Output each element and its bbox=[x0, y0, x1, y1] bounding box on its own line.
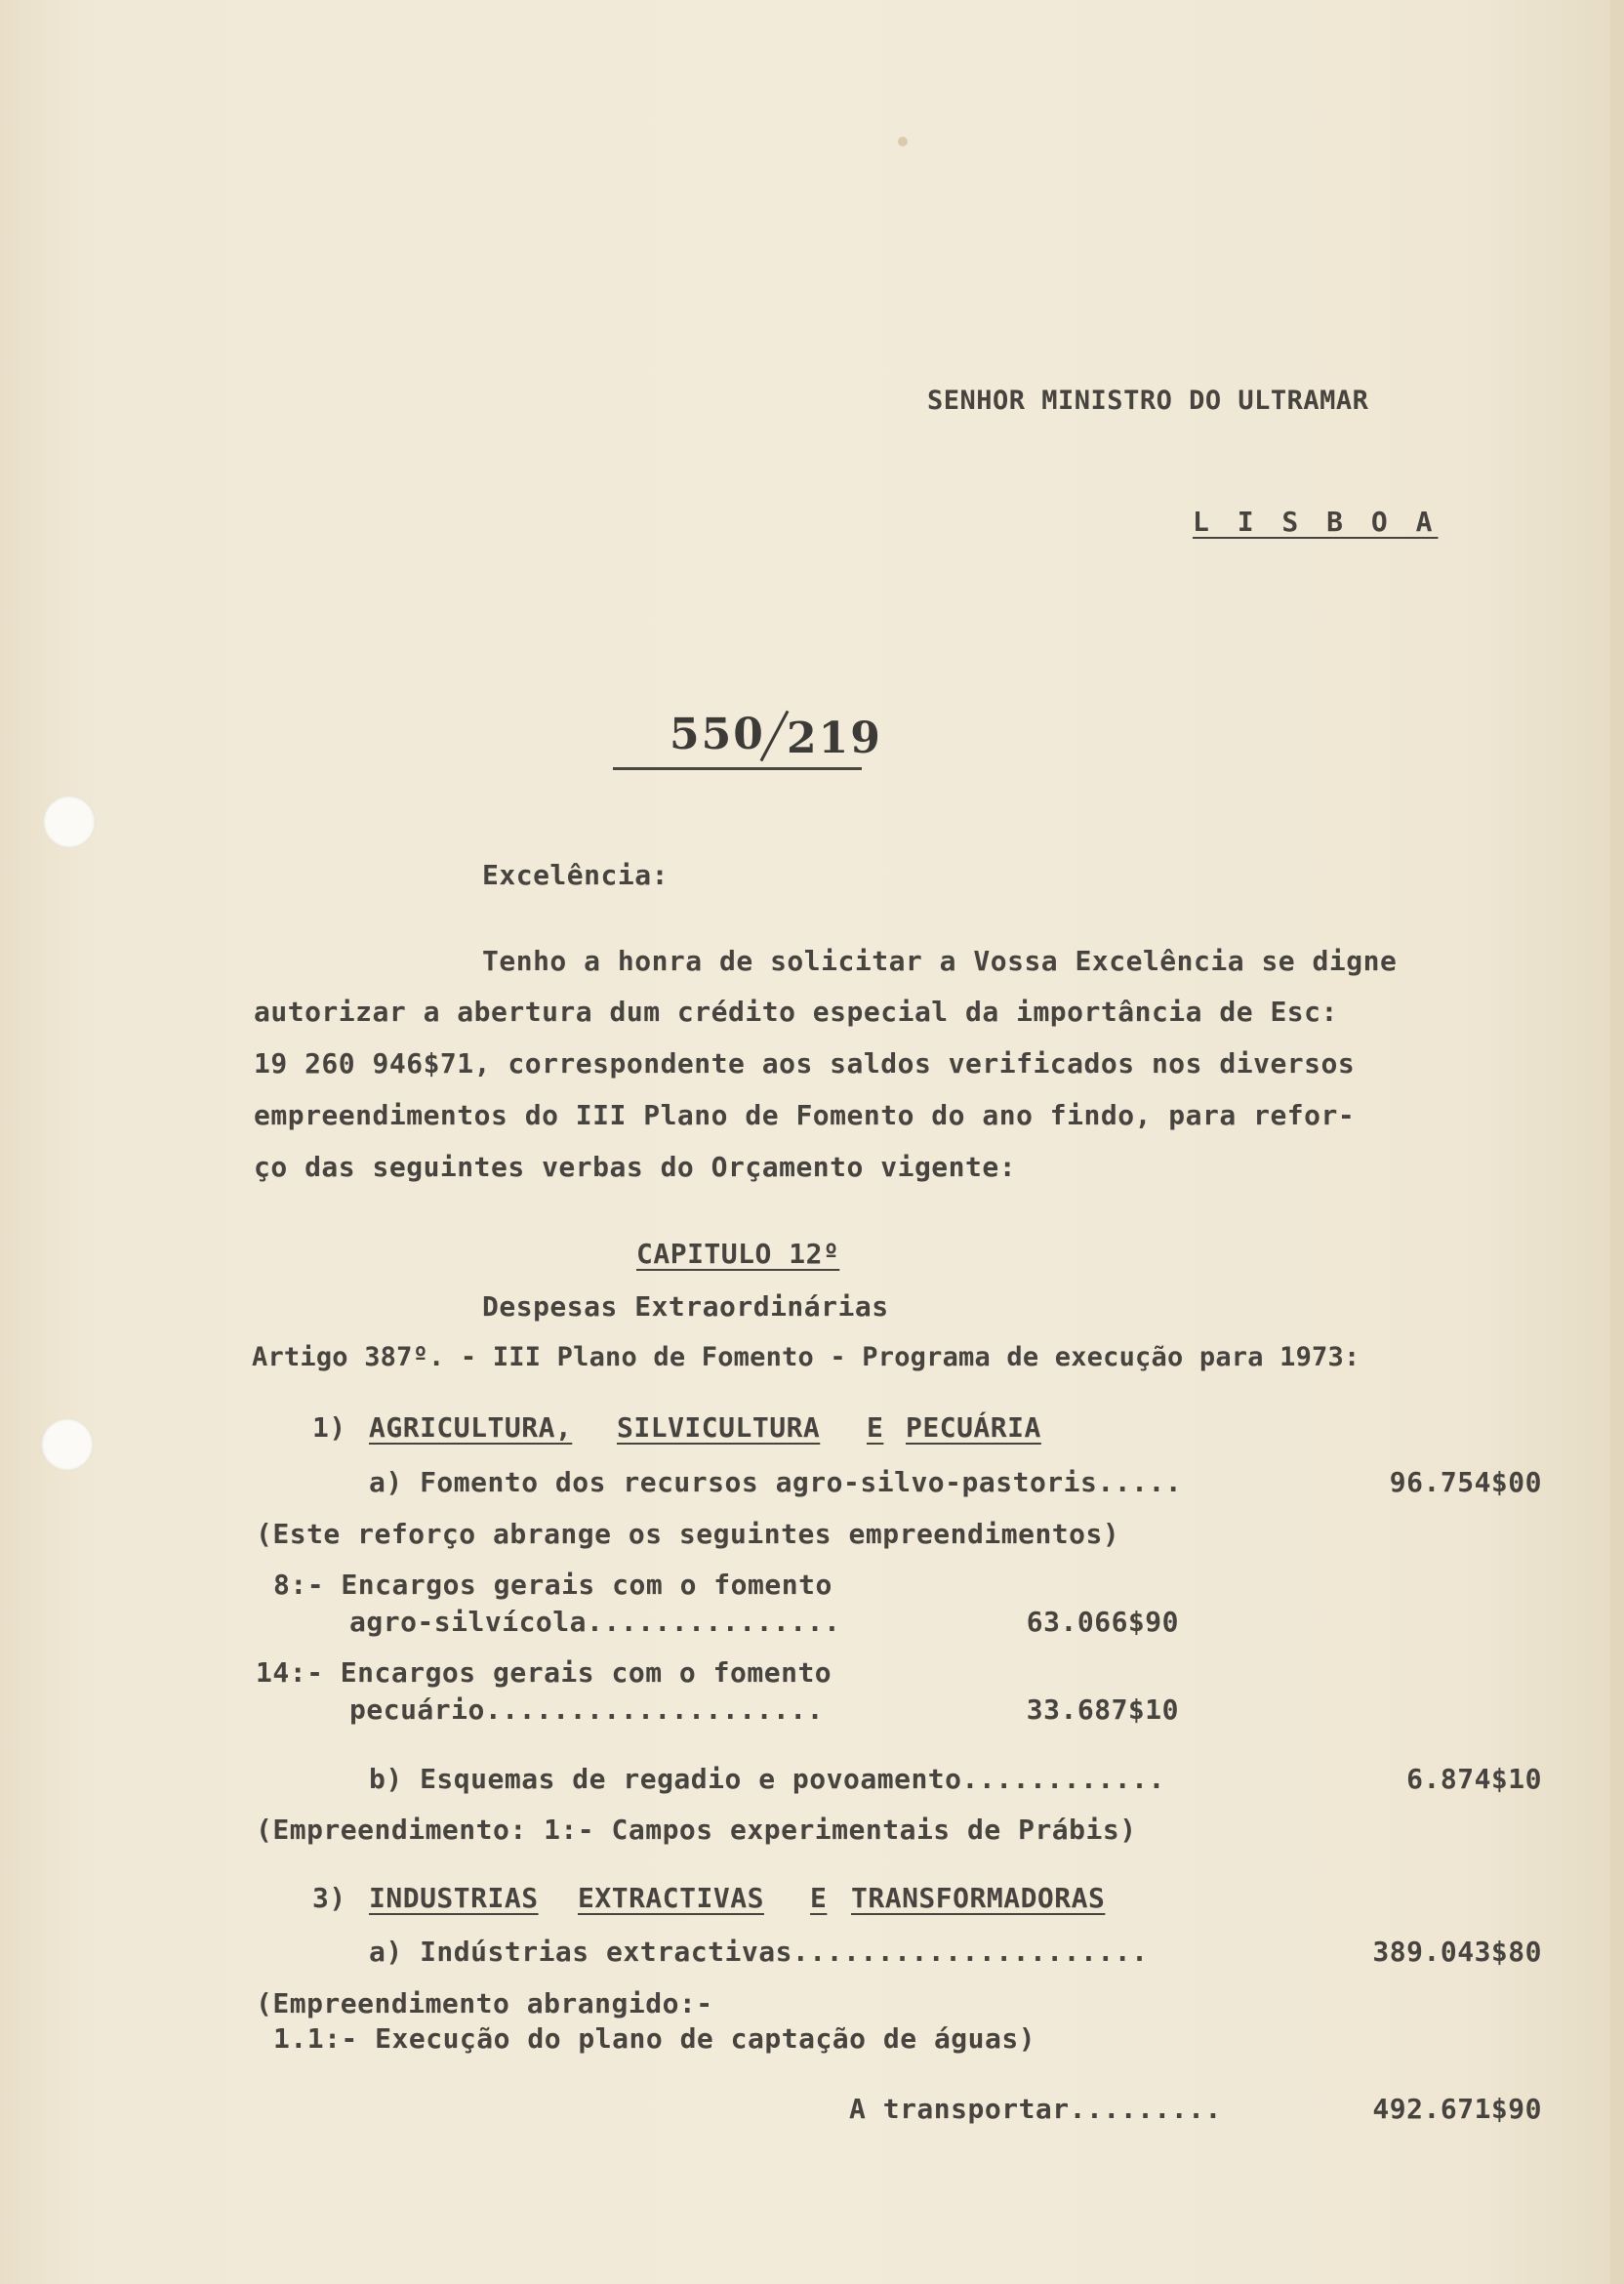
body-line-3: 19 260 946$71, correspondente aos saldos verificados nos diversos bbox=[254, 1047, 1356, 1080]
subitem-14-line-1: 14:- Encargos gerais com o fomento bbox=[256, 1656, 832, 1689]
section-3-title-part-4: TRANSFORMADORAS bbox=[851, 1882, 1106, 1914]
article-line: Artigo 387º. - III Plano de Fomento - Programa de execução para 1973: bbox=[252, 1342, 1360, 1372]
punch-hole-bottom bbox=[41, 1418, 94, 1471]
section-1-note-b: (Empreendimento: 1:- Campos experimentais de Prábis) bbox=[256, 1814, 1137, 1846]
chapter-subtitle: Despesas Extraordinárias bbox=[482, 1290, 889, 1323]
paper-stain bbox=[898, 137, 908, 146]
reference-number-left: 550 bbox=[670, 710, 765, 759]
body-line-1: Tenho a honra de solicitar a Vossa Excelência se digne bbox=[482, 945, 1398, 977]
section-3-title-part-3: E bbox=[810, 1882, 828, 1914]
section-1-note-a: (Este reforço abrange os seguintes empreendimentos) bbox=[256, 1518, 1120, 1550]
section-1-item-b-label: b) Esquemas de regadio e povoamento............ bbox=[369, 1763, 1165, 1795]
section-3-title-part-2: EXTRACTIVAS bbox=[578, 1882, 764, 1914]
city: L I S B O A bbox=[1193, 506, 1439, 538]
section-1-item-a-label: a) Fomento dos recursos agro-silvo-pastoris..... bbox=[369, 1466, 1183, 1498]
page-edge bbox=[1610, 0, 1624, 2284]
subitem-8-amount: 63.066$90 bbox=[1026, 1606, 1179, 1638]
section-3-number: 3) bbox=[312, 1882, 346, 1914]
subitem-8-line-1: 8:- Encargos gerais com o fomento bbox=[273, 1569, 832, 1601]
section-3-note-line-2: 1.1:- Execução do plano de captação de águas) bbox=[273, 2022, 1036, 2055]
section-1-title-part-4: PECUÁRIA bbox=[906, 1411, 1041, 1444]
section-3-item-a-amount: 389.043$80 bbox=[1372, 1936, 1542, 1968]
transport-amount: 492.671$90 bbox=[1372, 2093, 1542, 2125]
chapter-title: CAPITULO 12º bbox=[636, 1238, 840, 1270]
section-1-number: 1) bbox=[312, 1411, 346, 1444]
addressee: SENHOR MINISTRO DO ULTRAMAR bbox=[927, 386, 1369, 416]
subitem-14-amount: 33.687$10 bbox=[1026, 1693, 1179, 1726]
section-1-title-part-1: AGRICULTURA, bbox=[369, 1411, 573, 1444]
section-1-item-b-amount: 6.874$10 bbox=[1406, 1763, 1542, 1795]
body-line-4: empreendimentos do III Plano de Fomento do ano findo, para refor- bbox=[254, 1099, 1356, 1131]
section-3-item-a-label: a) Indústrias extractivas..................... bbox=[369, 1936, 1149, 1968]
section-3-title-part-1: INDUSTRIAS bbox=[369, 1882, 539, 1914]
reference-underline bbox=[613, 767, 862, 770]
punch-hole-top bbox=[43, 795, 96, 848]
body-line-2: autorizar a abertura dum crédito especial da importância de Esc: bbox=[254, 996, 1338, 1028]
subitem-14-line-2: pecuário.................... bbox=[349, 1693, 825, 1726]
section-1-title-part-3: E bbox=[867, 1411, 884, 1444]
reference-number-right: 219 bbox=[787, 714, 882, 763]
section-1-title-part-2: SILVICULTURA bbox=[617, 1411, 821, 1444]
body-line-5: ço das seguintes verbas do Orçamento vigente: bbox=[254, 1151, 1017, 1183]
subitem-8-line-2: agro-silvícola............... bbox=[349, 1606, 841, 1638]
salutation: Excelência: bbox=[482, 859, 669, 891]
section-3-note-line-1: (Empreendimento abrangido:- bbox=[256, 1987, 713, 2019]
section-1-item-a-amount: 96.754$00 bbox=[1389, 1466, 1542, 1498]
transport-label: A transportar......... bbox=[849, 2093, 1222, 2125]
